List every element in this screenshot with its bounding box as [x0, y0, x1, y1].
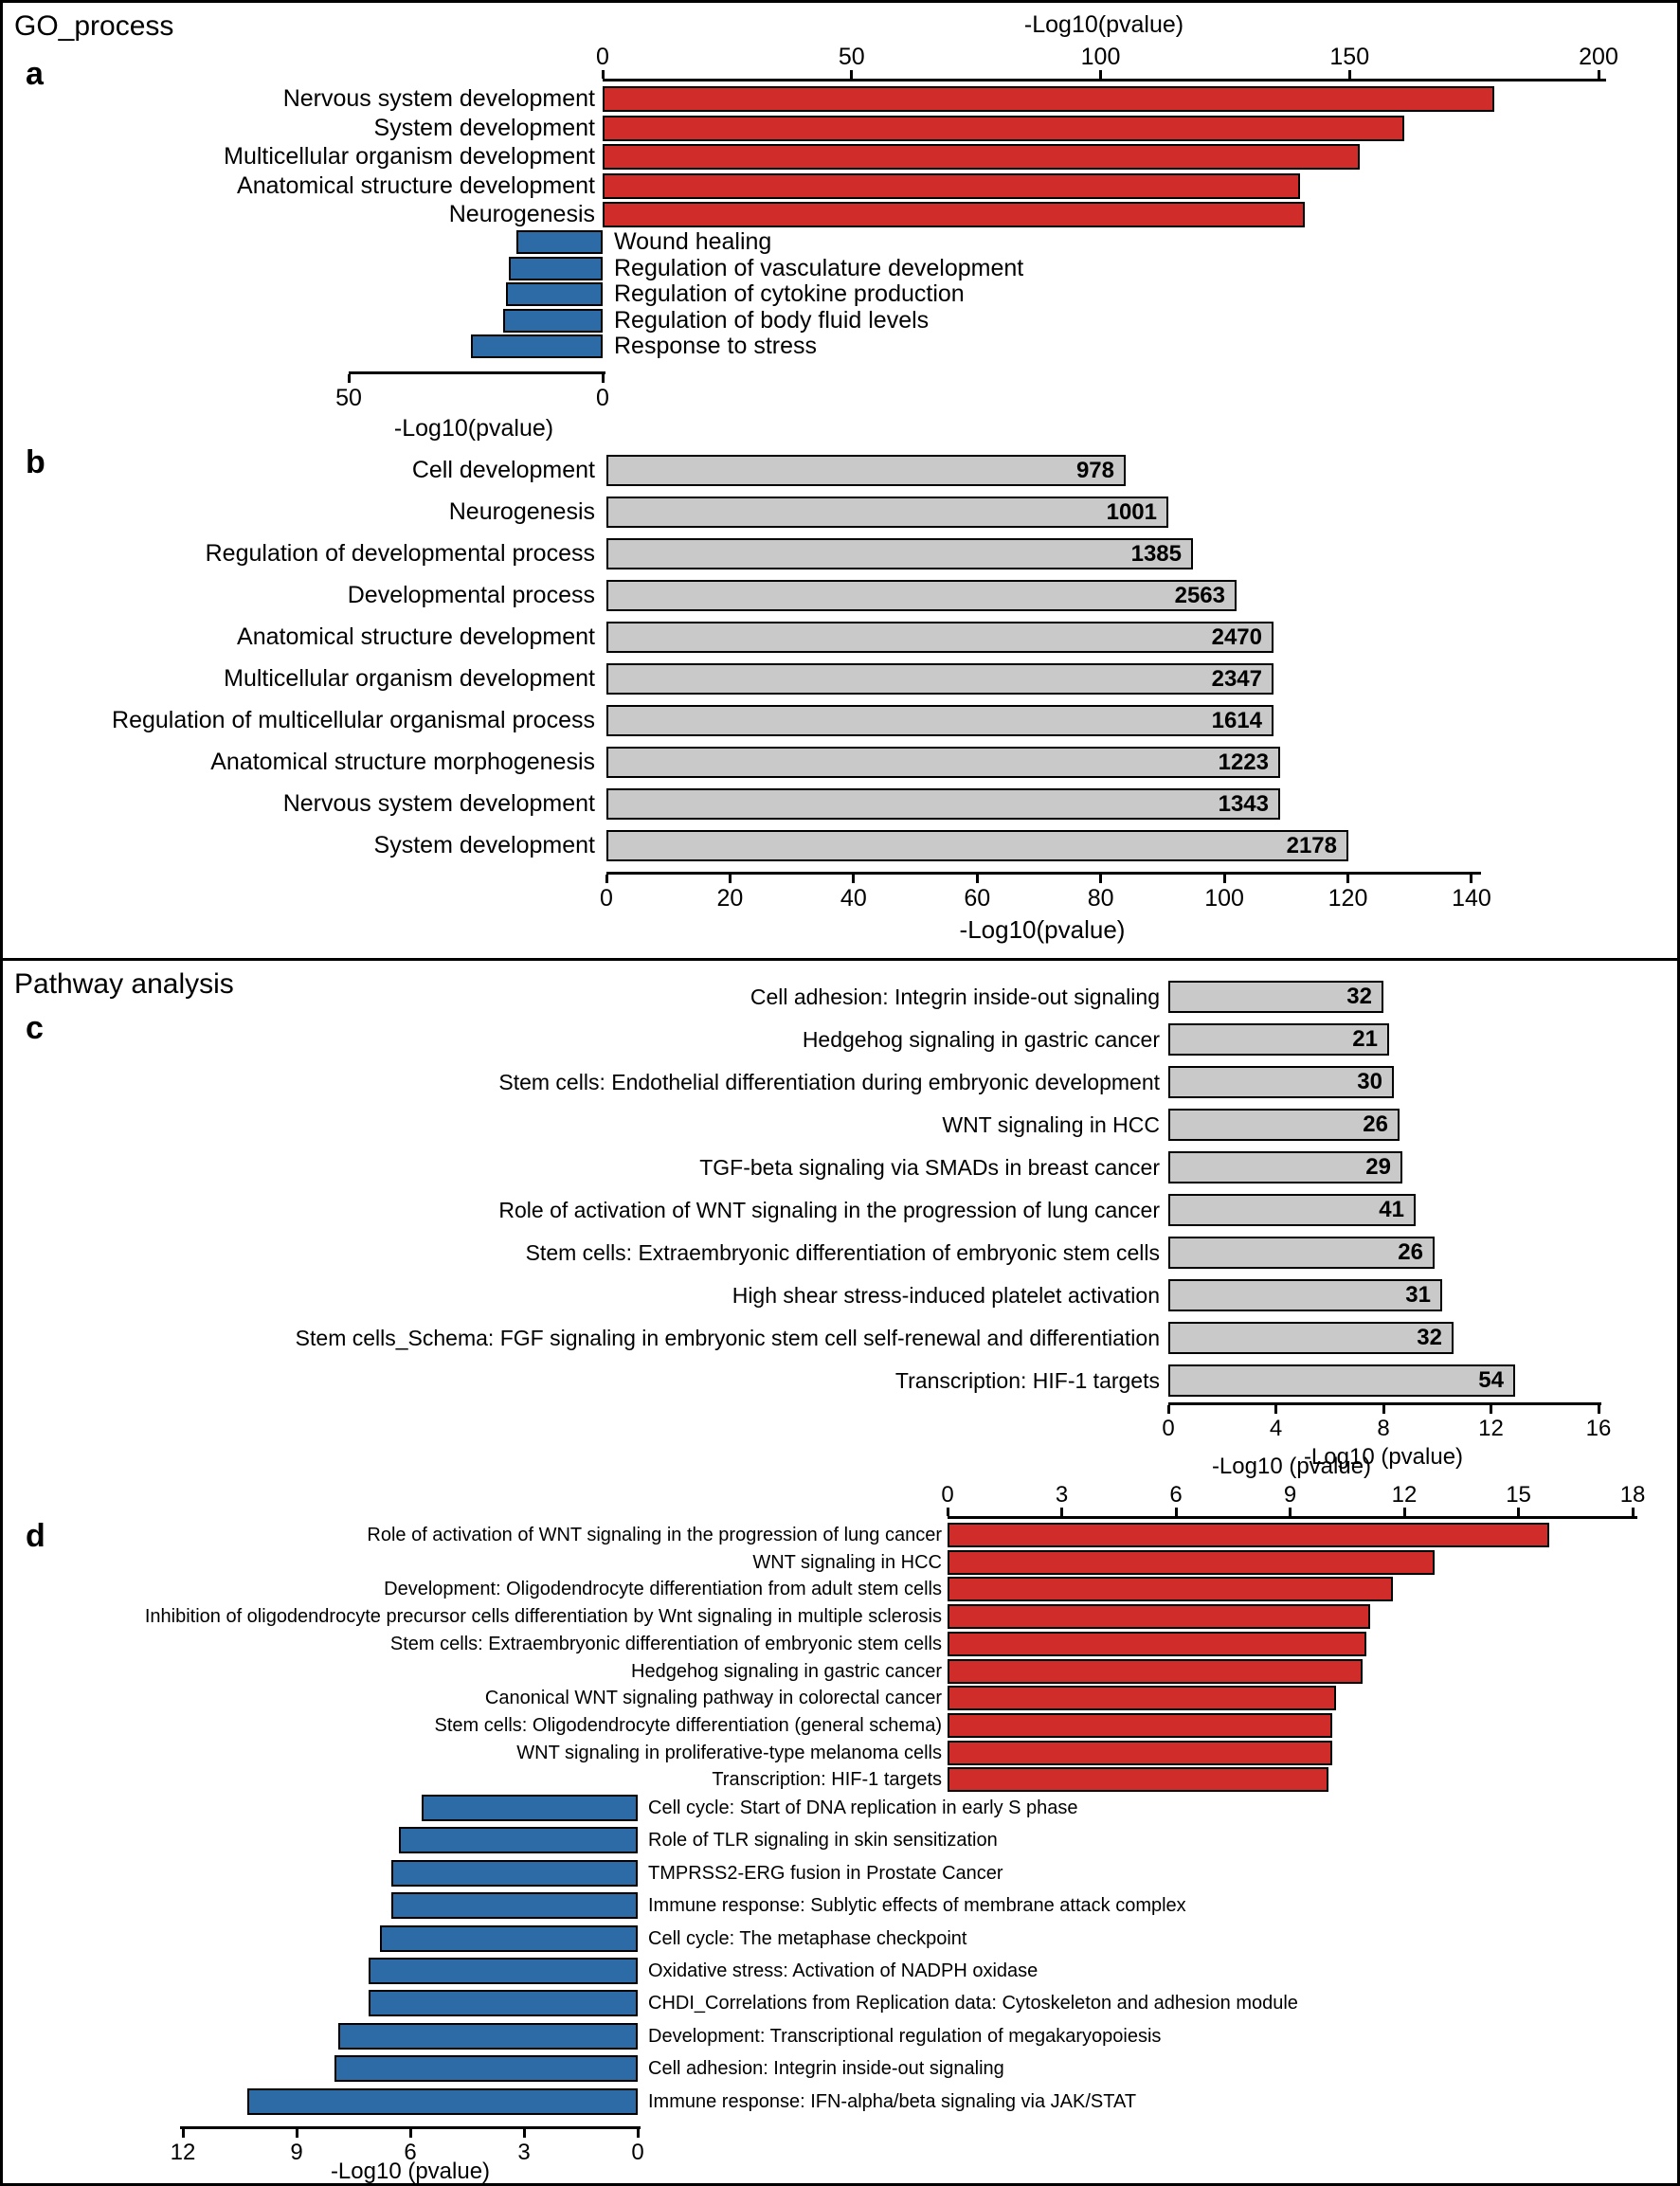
axis-title: -Log10(pvalue)	[959, 915, 1126, 944]
gray-bar	[606, 497, 1168, 528]
axis-tick-label: 6	[404, 2140, 417, 2165]
pathway-term-label: Stem cells_Schema: FGF signaling in embryonic stem cell self-renewal and differentiation	[295, 1326, 1160, 1350]
bar-count: 41	[1379, 1197, 1404, 1222]
axis-tick	[729, 875, 732, 883]
axis-title: -Log10(pvalue)	[393, 415, 554, 442]
axis-title: -Log10 (pvalue)	[330, 2159, 491, 2184]
pathway-term-label: Hedgehog signaling in gastric cancer	[802, 1027, 1160, 1052]
axis-title: -Log10 (pvalue)	[1211, 1454, 1372, 1479]
bar-count: 30	[1357, 1069, 1382, 1094]
pathway-term-label: Immune response: Sublytic effects of membrane attack complex	[648, 1895, 1186, 1917]
pathway-term-label: Transcription: HIF-1 targets	[894, 1368, 1160, 1393]
axis-tick-label: 9	[1283, 1482, 1297, 1508]
axis-tick-label: 9	[290, 2140, 303, 2165]
pathway-term-label: CHDI_Correlations from Replication data: Cytoskeleton and adhesion module	[648, 1993, 1298, 2014]
gray-bar	[606, 455, 1126, 486]
bar-count: 1343	[1218, 790, 1269, 817]
go-term-label: System development	[373, 114, 595, 141]
axis-tick	[1099, 875, 1102, 883]
axis-tick	[1060, 1508, 1063, 1516]
axis-tick	[850, 70, 853, 79]
axis-tick	[602, 374, 605, 383]
axis-tick	[1598, 70, 1600, 79]
axis-title: -Log10(pvalue)	[1023, 11, 1184, 38]
go-term-label: Nervous system development	[282, 790, 595, 817]
pathway-term-label: Development: Transcriptional regulation of megakaryopoiesis	[648, 2025, 1162, 2047]
axis-tick-label: 120	[1328, 885, 1368, 912]
axis-tick	[976, 875, 979, 883]
pathway-term-label: TGF-beta signaling via SMADs in breast cancer	[699, 1155, 1160, 1180]
red-bar	[948, 1577, 1393, 1601]
pathway-term-label: High shear stress-induced platelet activation	[732, 1283, 1160, 1308]
red-bar	[948, 1741, 1332, 1765]
axis-tick-label: 12	[170, 2140, 196, 2165]
gray-bar	[606, 705, 1274, 736]
axis-line	[349, 371, 605, 374]
red-bar	[948, 1659, 1363, 1684]
axis-tick-label: 12	[1391, 1482, 1418, 1508]
axis-tick	[1099, 70, 1102, 79]
bar-count: 1223	[1218, 749, 1269, 775]
axis-tick	[1223, 875, 1226, 883]
axis-tick-label: 40	[840, 885, 867, 912]
panel-c-letter: c	[26, 1010, 44, 1046]
pathway-box-title: Pathway analysis	[14, 968, 234, 1000]
axis-line	[1168, 1402, 1601, 1405]
go-term-label: Regulation of body fluid levels	[614, 306, 930, 334]
red-bar	[603, 116, 1404, 141]
axis-tick-label: 8	[1377, 1416, 1390, 1441]
bar-count: 1614	[1211, 707, 1262, 733]
panel-a-letter: a	[26, 56, 44, 92]
axis-tick-label: 0	[631, 2140, 644, 2165]
axis-tick	[1470, 875, 1472, 883]
gray-bar	[606, 663, 1274, 695]
pathway-term-label: Oxidative stress: Activation of NADPH oxidase	[648, 1960, 1039, 1981]
bar-count: 54	[1478, 1367, 1504, 1393]
blue-bar	[334, 2055, 638, 2082]
go-box-title: GO_process	[14, 10, 174, 42]
red-bar	[603, 173, 1300, 199]
axis-tick-label: 3	[517, 2140, 531, 2165]
go-term-label: System development	[373, 832, 595, 858]
gray-bar	[1168, 1322, 1454, 1354]
axis-tick	[605, 875, 608, 883]
go-term-label: Nervous system development	[282, 85, 595, 112]
red-bar	[948, 1523, 1549, 1547]
blue-bar	[509, 257, 603, 280]
red-bar	[603, 202, 1305, 227]
axis-tick-label: 18	[1619, 1482, 1646, 1508]
pathway-term-label: TMPRSS2-ERG fusion in Prostate Cancer	[648, 1862, 1003, 1884]
axis-tick	[1289, 1508, 1292, 1516]
pathway-term-label: WNT signaling in proliferative-type melanoma cells	[516, 1742, 942, 1763]
go-term-label: Developmental process	[347, 582, 595, 608]
axis-tick-label: 4	[1269, 1416, 1283, 1441]
bar-count: 978	[1075, 457, 1114, 483]
axis-tick-label: 140	[1452, 885, 1491, 912]
bar-count: 2470	[1211, 623, 1262, 650]
axis-tick-label: 6	[1169, 1482, 1183, 1508]
go-term-label: Neurogenesis	[448, 201, 595, 227]
axis-tick	[1175, 1508, 1178, 1516]
axis-tick	[1348, 70, 1351, 79]
gray-bar	[606, 538, 1193, 569]
gray-bar	[1168, 1066, 1394, 1098]
pathway-term-label: Cell cycle: The metaphase checkpoint	[648, 1927, 967, 1949]
axis-tick	[1167, 1405, 1170, 1414]
axis-tick-label: 3	[1055, 1482, 1069, 1508]
blue-bar	[391, 1860, 638, 1887]
axis-tick	[1382, 1405, 1385, 1414]
red-bar	[948, 1604, 1370, 1629]
go-term-label: Anatomical structure development	[237, 623, 595, 650]
axis-tick-label: 12	[1478, 1416, 1504, 1441]
bar-count: 26	[1398, 1239, 1423, 1265]
axis-tick	[1598, 1405, 1600, 1414]
blue-bar	[247, 2088, 638, 2115]
axis-tick-label: 50	[838, 44, 865, 70]
go-term-label: Multicellular organism development	[224, 665, 595, 692]
go-term-label: Regulation of developmental process	[205, 540, 595, 567]
pathway-term-label: WNT signaling in HCC	[942, 1112, 1160, 1137]
axis-tick-label: 100	[1204, 885, 1244, 912]
bar-count: 1001	[1106, 498, 1157, 525]
blue-bar	[399, 1827, 638, 1853]
axis-tick	[1517, 1508, 1520, 1516]
bar-count: 32	[1346, 984, 1372, 1009]
gray-bar	[606, 622, 1274, 653]
pathway-term-label: Transcription: HIF-1 targets	[712, 1769, 942, 1791]
axis-tick	[348, 374, 351, 383]
pathway-term-label: Stem cells: Extraembryonic differentiation of embryonic stem cells	[389, 1633, 942, 1654]
axis-tick-label: 0	[1162, 1416, 1175, 1441]
pathway-term-label: Inhibition of oligodendrocyte precursor cells differentiation by Wnt signaling in multiple sclerosis	[144, 1606, 942, 1628]
bar-count: 1385	[1130, 540, 1182, 567]
go-term-label: Regulation of multicellular organismal process	[112, 707, 595, 733]
axis-line	[948, 1516, 1637, 1519]
pathway-term-label: Hedgehog signaling in gastric cancer	[631, 1660, 942, 1682]
axis-tick	[1346, 875, 1349, 883]
panel-b-letter: b	[26, 444, 45, 480]
blue-bar	[369, 1958, 638, 1984]
axis-tick	[182, 2129, 185, 2138]
axis-tick	[409, 2129, 412, 2138]
axis-tick	[947, 1508, 949, 1516]
go-term-label: Response to stress	[614, 333, 817, 360]
go-term-label: Neurogenesis	[448, 498, 595, 525]
gray-bar	[606, 580, 1237, 611]
pathway-term-label: Development: Oligodendrocyte differentiation from adult stem cells	[384, 1579, 942, 1600]
go-term-label: Wound healing	[614, 228, 772, 255]
blue-bar	[391, 1892, 638, 1919]
pathway-term-label: Cell cycle: Start of DNA replication in early S phase	[648, 1798, 1078, 1818]
axis-tick-label: 60	[964, 885, 991, 912]
gray-bar	[1168, 1109, 1400, 1141]
gray-bar	[1168, 1194, 1416, 1226]
axis-tick-label: 0	[596, 385, 609, 411]
axis-tick-label: 16	[1585, 1416, 1612, 1441]
axis-tick	[1403, 1508, 1406, 1516]
axis-tick	[852, 875, 855, 883]
axis-title: -Log10 (pvalue)	[1303, 1444, 1464, 1470]
pathway-term-label: Cell adhesion: Integrin inside-out signaling	[750, 985, 1160, 1009]
red-bar	[948, 1686, 1336, 1710]
blue-bar	[516, 230, 603, 254]
gray-bar	[1168, 1279, 1442, 1311]
blue-bar	[503, 309, 603, 333]
pathway-term-label: Role of activation of WNT signaling in the progression of lung cancer	[367, 1525, 942, 1545]
axis-tick-label: 20	[716, 885, 744, 912]
bar-count: 31	[1405, 1282, 1431, 1308]
blue-bar	[422, 1795, 638, 1821]
axis-tick-label: 50	[335, 385, 362, 411]
red-bar	[948, 1632, 1366, 1656]
gray-bar	[606, 788, 1280, 820]
pathway-term-label: Immune response: IFN-alpha/beta signaling via JAK/STAT	[648, 2090, 1137, 2112]
pathway-term-label: Stem cells: Endothelial differentiation during embryonic development	[498, 1070, 1160, 1094]
gray-bar	[1168, 1237, 1435, 1269]
pathway-term-label: Stem cells: Oligodendrocyte differentiation (general schema)	[434, 1714, 942, 1736]
blue-bar	[338, 2023, 638, 2050]
axis-tick-label: 100	[1080, 44, 1121, 70]
bar-count: 21	[1352, 1026, 1378, 1052]
pathway-term-label: Role of activation of WNT signaling in the progression of lung cancer	[498, 1198, 1160, 1222]
pathway-term-label: Stem cells: Extraembryonic differentiation of embryonic stem cells	[525, 1240, 1160, 1265]
axis-tick	[523, 2129, 526, 2138]
gray-bar	[1168, 1151, 1402, 1183]
gray-bar	[1168, 1023, 1389, 1056]
go-term-label: Anatomical structure morphogenesis	[210, 749, 595, 775]
axis-tick	[1490, 1405, 1492, 1414]
red-bar	[603, 144, 1360, 170]
axis-tick-label: 0	[596, 44, 609, 70]
panel-d-letter: d	[26, 1518, 45, 1554]
blue-bar	[369, 1990, 638, 2016]
axis-tick	[296, 2129, 298, 2138]
pathway-term-label: Role of TLR signaling in skin sensitization	[648, 1830, 998, 1852]
axis-tick	[1274, 1405, 1277, 1414]
gray-bar	[606, 747, 1280, 778]
bar-count: 32	[1417, 1325, 1442, 1350]
axis-tick-label: 0	[941, 1482, 954, 1508]
axis-tick-label: 80	[1087, 885, 1114, 912]
gray-bar	[606, 830, 1348, 861]
gray-bar	[1168, 981, 1383, 1013]
axis-tick-label: 150	[1329, 44, 1370, 70]
axis-tick-label: 200	[1579, 44, 1618, 70]
go-term-label: Regulation of cytokine production	[614, 280, 965, 308]
blue-bar	[506, 282, 603, 306]
go-term-label: Regulation of vasculature development	[614, 254, 1024, 281]
red-bar	[948, 1550, 1435, 1575]
axis-tick-label: 15	[1506, 1482, 1531, 1508]
bar-count: 2563	[1174, 582, 1225, 608]
red-bar	[948, 1767, 1328, 1792]
go-term-label: Anatomical structure development	[237, 172, 595, 199]
go-term-label: Cell development	[411, 457, 595, 483]
axis-tick	[602, 70, 605, 79]
pathway-term-label: WNT signaling in HCC	[752, 1551, 942, 1573]
axis-tick-label: 0	[600, 885, 613, 912]
axis-line	[606, 872, 1481, 875]
bar-count: 2178	[1286, 832, 1337, 858]
blue-bar	[380, 1925, 638, 1952]
red-bar	[603, 86, 1494, 112]
bar-count: 2347	[1211, 665, 1262, 692]
go-term-label: Multicellular organism development	[224, 143, 595, 170]
axis-tick	[1632, 1508, 1635, 1516]
axis-tick	[637, 2129, 640, 2138]
bar-count: 26	[1363, 1111, 1388, 1137]
blue-bar	[471, 334, 603, 358]
pathway-term-label: Cell adhesion: Integrin inside-out signaling	[648, 2058, 1004, 2080]
red-bar	[948, 1713, 1332, 1738]
axis-line	[603, 79, 1606, 81]
pathway-term-label: Canonical WNT signaling pathway in colorectal cancer	[484, 1688, 942, 1709]
gray-bar	[1168, 1364, 1515, 1397]
bar-count: 29	[1365, 1154, 1391, 1180]
